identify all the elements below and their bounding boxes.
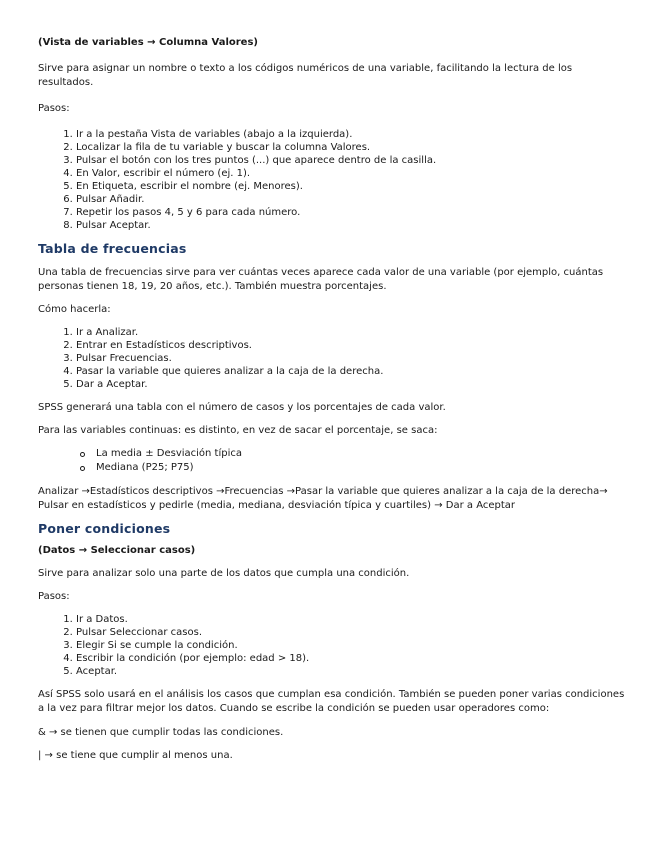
list-item: 2. Localizar la fila de tu variable y buscar la columna Valores. bbox=[76, 141, 625, 154]
list-item: 8. Pulsar Aceptar. bbox=[76, 219, 625, 232]
section2-continuous: Para las variables continuas: es distinto, en vez de sacar el porcentaje, se saca: bbox=[38, 425, 438, 436]
list-item: 6. Pulsar Añadir. bbox=[76, 193, 625, 206]
section3-op-and: & → se tienen que cumplir todas las condiciones. bbox=[38, 727, 284, 738]
section1-steps-label: Pasos: bbox=[38, 103, 70, 114]
section3-steps bbox=[38, 613, 625, 678]
list-item: 5. Dar a Aceptar. bbox=[76, 378, 625, 391]
section3-intro: Sirve para analizar solo una parte de los datos que cumpla una condición. bbox=[38, 568, 410, 579]
section2-intro: Una tabla de frecuencias sirve para ver cuántas veces aparece cada valor de una variable (por ejemplo, cuántas personas tienen 18, 19, 20 años, etc.). También muestra porcentajes. bbox=[38, 267, 604, 292]
list-item: 5. Aceptar. bbox=[76, 665, 625, 678]
list-item: 3. Pulsar el botón con los tres puntos (...) que aparece dentro de la casilla. bbox=[76, 154, 625, 167]
section1-subtitle: (Vista de variables → Columna Valores) bbox=[38, 37, 258, 48]
section3-note: Así SPSS solo usará en el análisis los casos que cumplan esa condición. También se pueden poner varias condiciones a la vez para filtrar mejor los datos. Cuando se escribe la condición se pueden usar operadores como: bbox=[38, 689, 625, 714]
section2-title: Tabla de frecuencias bbox=[38, 241, 187, 256]
section2-path: Analizar →Estadísticos descriptivos →Frecuencias →Pasar la variable que quieres analizar a la caja de la derecha→ Pulsar en estadísticos y pedirle (media, mediana, desviación típica y cuartiles) → Dar a Aceptar bbox=[38, 486, 608, 511]
list-item: Mediana (P25; P75) bbox=[96, 461, 625, 475]
list-item: 7. Repetir los pasos 4, 5 y 6 para cada número. bbox=[76, 206, 625, 219]
list-item: 5. En Etiqueta, escribir el nombre (ej. Menores). bbox=[76, 180, 625, 193]
list-item: 4. Escribir la condición (por ejemplo: edad > 18). bbox=[76, 652, 625, 665]
list-item: 1. Ir a la pestaña Vista de variables (abajo a la izquierda). bbox=[76, 128, 625, 141]
list-item: 1. Ir a Datos. bbox=[76, 613, 625, 626]
list-item: 3. Elegir Si se cumple la condición. bbox=[76, 639, 625, 652]
section3-subtitle: (Datos → Seleccionar casos) bbox=[38, 545, 196, 556]
list-item: 4. En Valor, escribir el número (ej. 1). bbox=[76, 167, 625, 180]
section3-op-or: | → se tiene que cumplir al menos una. bbox=[38, 750, 233, 761]
section2-steps bbox=[38, 326, 625, 391]
list-item: 2. Pulsar Seleccionar casos. bbox=[76, 626, 625, 639]
section1-steps bbox=[38, 128, 625, 232]
list-item: 3. Pulsar Frecuencias. bbox=[76, 352, 625, 365]
list-item: 1. Ir a Analizar. bbox=[76, 326, 625, 339]
list-item: La media ± Desviación típica bbox=[96, 447, 625, 461]
list-item: 2. Entrar en Estadísticos descriptivos. bbox=[76, 339, 625, 352]
section1-intro: Sirve para asignar un nombre o texto a los códigos numéricos de una variable, facilitando la lectura de los resultados. bbox=[38, 63, 573, 88]
section2-bullets bbox=[38, 447, 625, 475]
section2-how-label: Cómo hacerla: bbox=[38, 304, 111, 315]
section2-result: SPSS generará una tabla con el número de casos y los porcentajes de cada valor. bbox=[38, 402, 446, 413]
section3-title: Poner condiciones bbox=[38, 521, 171, 536]
section3-steps-label: Pasos: bbox=[38, 591, 70, 602]
list-item: 4. Pasar la variable que quieres analizar a la caja de la derecha. bbox=[76, 365, 625, 378]
